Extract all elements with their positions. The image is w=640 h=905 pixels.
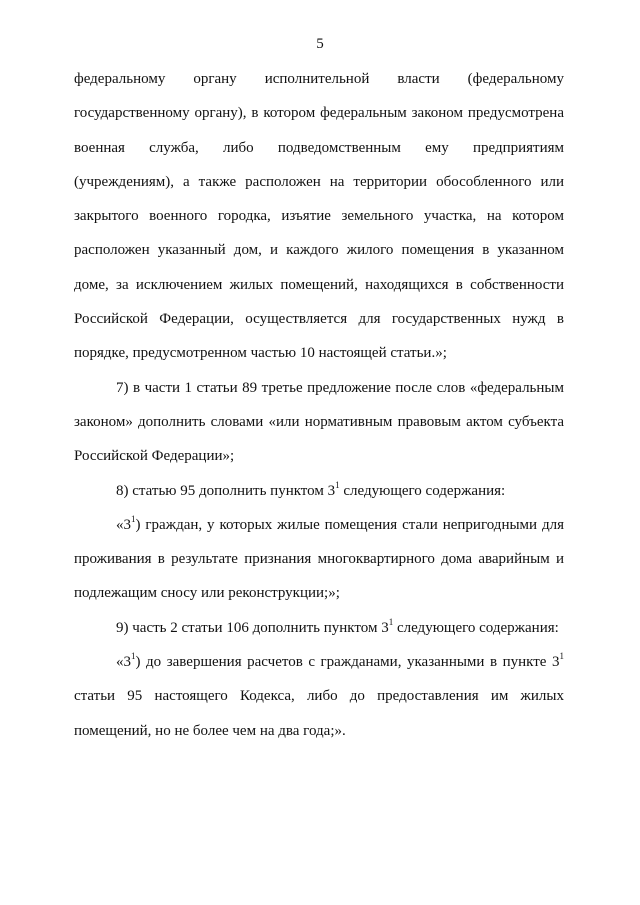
quote-text: «3 <box>116 516 131 533</box>
quote-text-end: ) граждан, у которых жилые помещения стали непригодными для проживания в результате признания многоквартирного дома аварийным и подлежащим сносу или реконструкции;»; <box>74 516 564 602</box>
paragraph-continuation: федеральному органу исполнительной власти (федеральному государственному органу), в котором федеральным законом предусмотрена военная служба, либо подведомственным ему предприятиям (учреждениям), а также расположен на территории обособленного или закрытого военного городка, изъятие земельного участка, на котором расположен указанный дом, и каждого жилого помещения в указанном доме, за исключением жилых помещений, находящихся в собственности Российской Федерации, осуществляется для государственных нужд в порядке, предусмотренном частью 10 настоящей статьи.»; <box>74 71 564 362</box>
item-8-text-end: следующего содержания: <box>339 482 506 499</box>
item-9-text-end: следующего содержания: <box>393 619 559 636</box>
item-8-text: 8) статью 95 дополнить пунктом 3 <box>116 482 336 499</box>
quote2-text-mid: ) до завершения расчетов с гражданами, указанными в пункте 3 <box>135 654 560 671</box>
paragraph-item-8 <box>74 474 564 508</box>
paragraph-item-7: 7) в части 1 статьи 89 третье предложение после слов «федеральным законом» дополнить словами «или нормативным правовым актом субъекта Российской Федерации»; <box>74 379 564 465</box>
superscript: 1 <box>388 616 394 627</box>
item-9-text: 9) часть 2 статьи 106 дополнить пунктом 3 <box>116 619 389 636</box>
paragraph-item-9 <box>74 611 564 645</box>
document-body <box>74 62 564 748</box>
page-number: 5 <box>316 36 324 52</box>
quote2-text-end: статьи 95 настоящего Кодекса, либо до предоставления им жилых помещений, но не более чем на два года;». <box>74 688 564 739</box>
superscript: 1 <box>131 513 136 524</box>
paragraph-quote-3-1-second <box>74 645 564 748</box>
superscript: 1 <box>559 651 564 662</box>
superscript: 1 <box>131 651 136 662</box>
quote2-text: «3 <box>116 654 131 671</box>
superscript: 1 <box>335 479 340 490</box>
paragraph-quote-3-1 <box>74 508 564 611</box>
